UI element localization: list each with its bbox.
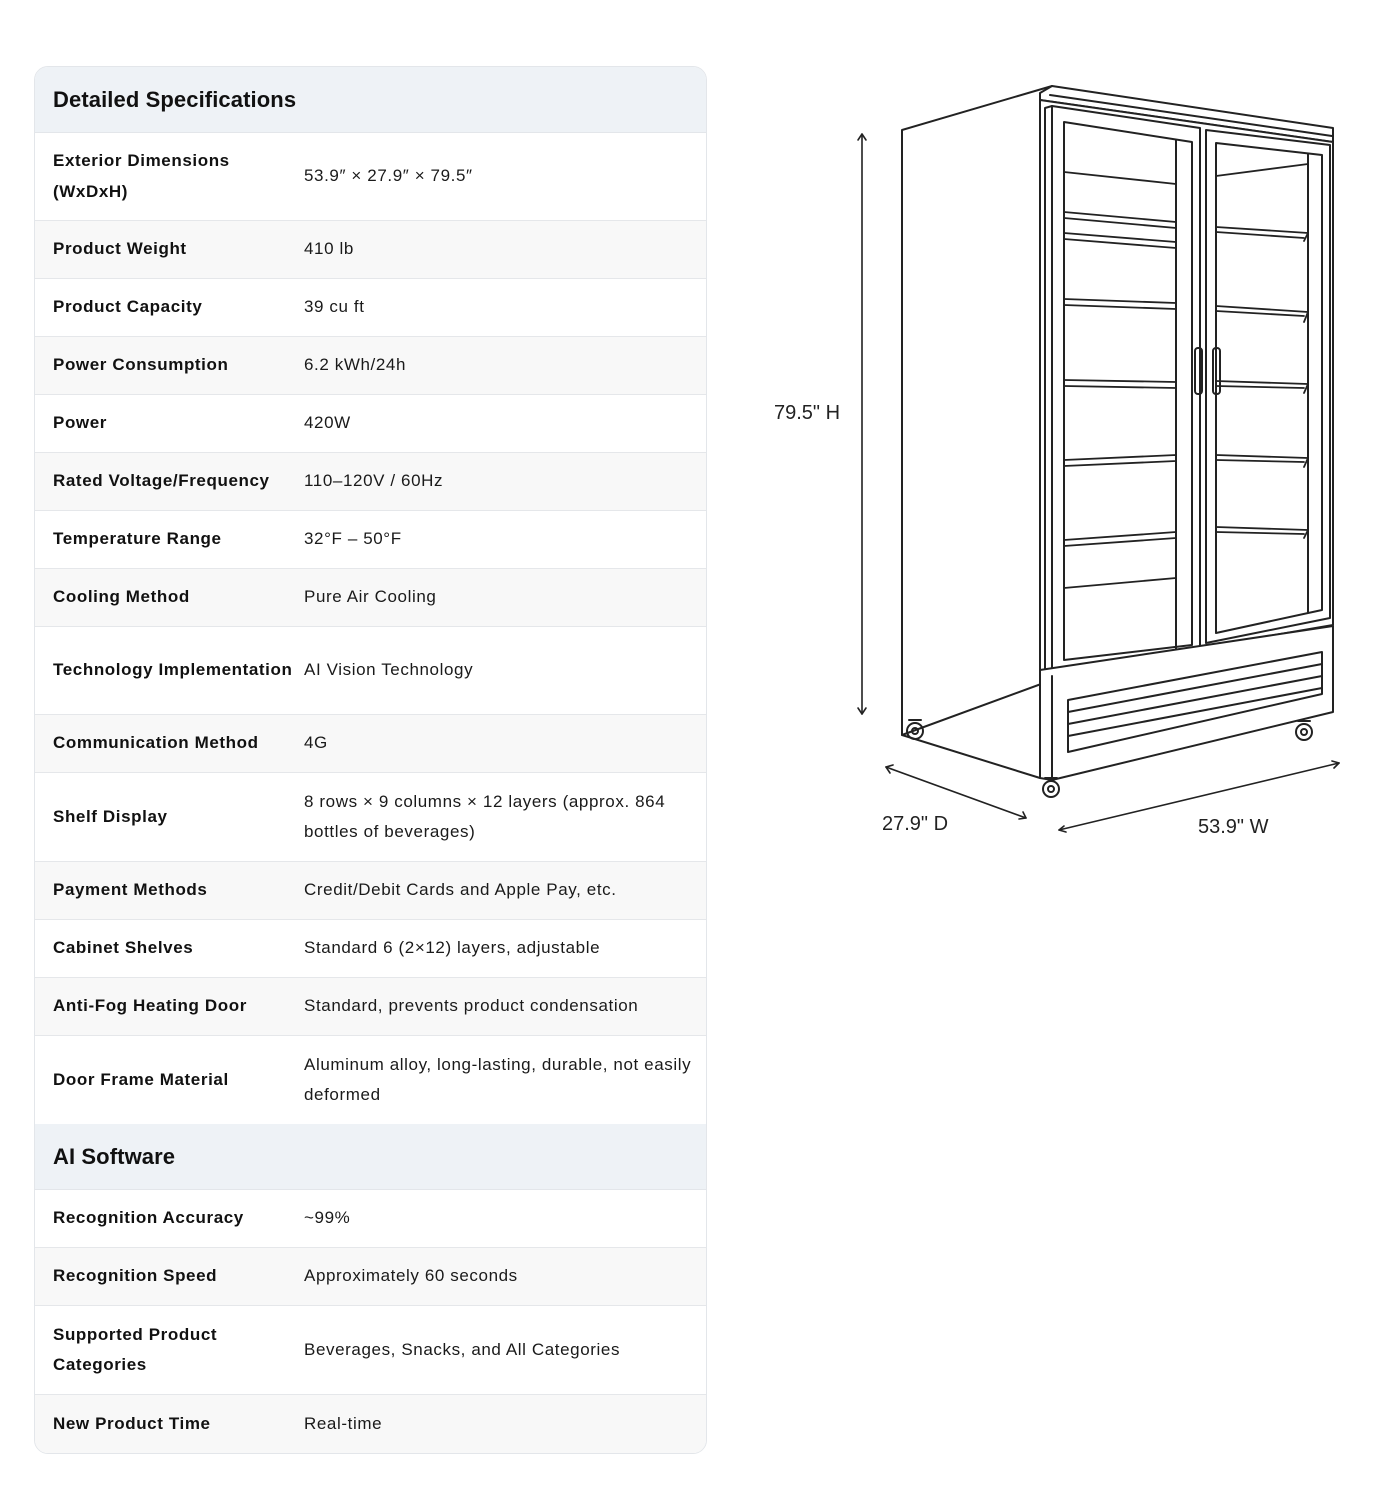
spec-label: Door Frame Material <box>53 1069 229 1089</box>
spec-label: Cabinet Shelves <box>53 938 194 958</box>
spec-value: 420W <box>304 413 351 433</box>
spec-row <box>35 1248 706 1306</box>
spec-row <box>35 715 706 773</box>
width-label: 53.9" W <box>1198 816 1269 838</box>
spec-row <box>35 221 706 279</box>
spec-label: New Product Time <box>53 1413 211 1433</box>
spec-label: Communication Method <box>53 733 259 753</box>
height-label: 79.5" H <box>774 402 841 424</box>
spec-value: 53.9″ × 27.9″ × 79.5″ <box>304 166 473 186</box>
spec-label: Anti-Fog Heating Door <box>53 996 247 1016</box>
spec-value: Standard, prevents product condensation <box>304 996 639 1016</box>
spec-label: Supported Product Categories <box>53 1324 218 1374</box>
spec-value: Beverages, Snacks, and All Categories <box>304 1339 621 1359</box>
spec-label: Rated Voltage/Frequency <box>53 471 270 491</box>
spec-value: Credit/Debit Cards and Apple Pay, etc. <box>304 880 617 900</box>
spec-row <box>35 279 706 337</box>
spec-row <box>35 862 706 920</box>
spec-label: Power <box>53 413 108 433</box>
spec-value: 110–120V / 60Hz <box>304 471 444 491</box>
spec-row <box>35 337 706 395</box>
spec-value: Pure Air Cooling <box>304 587 437 607</box>
spec-label: Shelf Display <box>53 806 168 826</box>
spec-row <box>35 1395 706 1453</box>
spec-row <box>35 453 706 511</box>
spec-row <box>35 1190 706 1248</box>
spec-label: Temperature Range <box>53 529 222 549</box>
spec-label: Product Weight <box>53 239 187 259</box>
section-title: AI Software <box>53 1143 176 1169</box>
spec-value: AI Vision Technology <box>304 660 474 680</box>
spec-card <box>34 66 707 1454</box>
spec-label: Power Consumption <box>53 355 229 375</box>
spec-row <box>35 978 706 1036</box>
spec-row <box>35 920 706 978</box>
spec-value: Real-time <box>304 1413 383 1433</box>
spec-value: Approximately 60 seconds <box>304 1266 518 1286</box>
spec-label: Product Capacity <box>53 297 203 317</box>
spec-value: Aluminum alloy, long-lasting, durable, not easily deformed <box>304 1054 692 1104</box>
depth-dimension <box>886 765 1026 819</box>
spec-row <box>35 395 706 453</box>
section-header-ai-software <box>35 1124 706 1190</box>
spec-label: Cooling Method <box>53 587 190 607</box>
spec-label: Technology Implementation <box>53 660 293 680</box>
spec-row <box>35 627 706 715</box>
height-dimension <box>858 134 866 714</box>
spec-value: 8 rows × 9 columns × 12 layers (approx. 864 bottles of beverages) <box>304 791 666 841</box>
spec-label: Recognition Accuracy <box>53 1208 244 1228</box>
spec-value: Standard 6 (2×12) layers, adjustable <box>304 938 601 958</box>
spec-row <box>35 773 706 862</box>
spec-row <box>35 133 706 221</box>
spec-label: Recognition Speed <box>53 1266 218 1286</box>
spec-row <box>35 1306 706 1395</box>
fridge-illustration <box>902 86 1333 797</box>
spec-label: Exterior Dimensions (WxDxH) <box>53 151 230 201</box>
depth-label: 27.9" D <box>882 813 949 835</box>
spec-row <box>35 511 706 569</box>
spec-value: ~99% <box>304 1208 351 1228</box>
spec-value: 39 cu ft <box>304 297 365 317</box>
spec-value: 32°F – 50°F <box>304 529 402 549</box>
spec-value: 410 lb <box>304 239 354 259</box>
fridge-dimension-diagram <box>760 80 1360 860</box>
section-header-detailed-specifications <box>35 67 706 133</box>
spec-value: 4G <box>304 733 328 753</box>
spec-row <box>35 1036 706 1124</box>
spec-row <box>35 569 706 627</box>
spec-value: 6.2 kWh/24h <box>304 355 407 375</box>
section-title: Detailed Specifications <box>53 86 297 112</box>
spec-label: Payment Methods <box>53 880 208 900</box>
